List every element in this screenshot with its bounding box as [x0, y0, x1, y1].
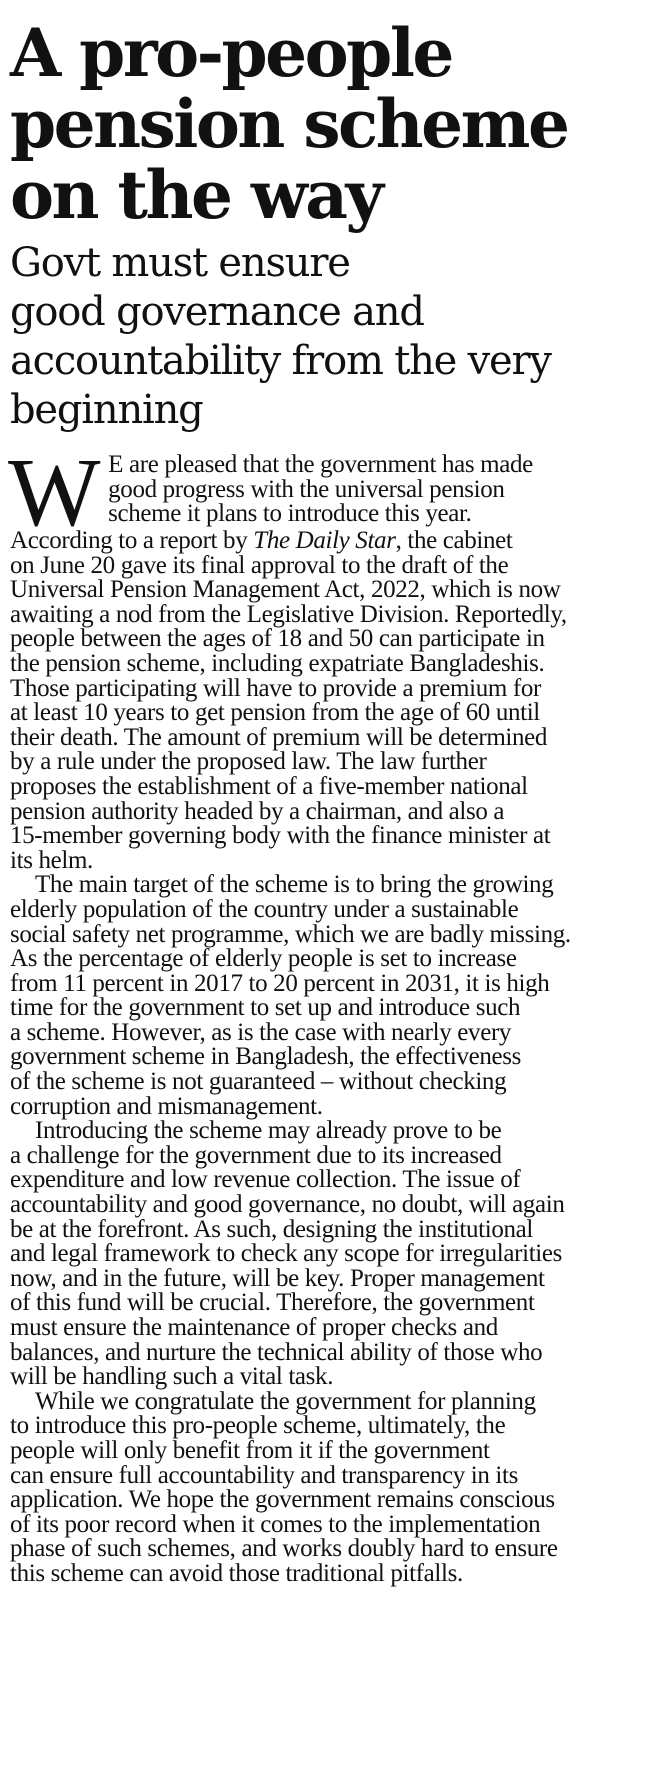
- body-line: Introducing the scheme may already prove to be: [35, 1117, 502, 1145]
- body-line: accountability and good governance, no doubt, will again: [10, 1191, 565, 1219]
- body-line: by a rule under the proposed law. The law further: [10, 748, 487, 776]
- body-line: scheme it plans to introduce this year.: [108, 500, 472, 528]
- body-line: good progress with the universal pension: [108, 475, 505, 503]
- headline-line: A pro-people: [10, 14, 452, 92]
- body-line: and legal framework to check any scope for irregularities: [10, 1240, 563, 1268]
- body-line: must ensure the maintenance of proper checks and: [10, 1314, 498, 1341]
- body-line: a scheme. However, as is the case with nearly every: [10, 1018, 512, 1046]
- body-line: social safety net programme, which we are badly missing.: [10, 920, 571, 948]
- body-line: While we congratulate the government for planning: [35, 1387, 536, 1415]
- body-text-run: According to a report by: [10, 527, 254, 554]
- body-line: As the percentage of elderly people is set to increase: [10, 945, 517, 973]
- article-body: [8, 439, 639, 1587]
- body-line: The main target of the scheme is to bring the growing: [35, 871, 554, 899]
- body-line: this scheme can avoid those traditional pitfalls.: [10, 1559, 463, 1587]
- body-line: [10, 529, 639, 554]
- body-line: phase of such schemes, and works doubly hard to ensure: [10, 1535, 558, 1563]
- body-line: to introduce this pro-people scheme, ultimately, the: [10, 1412, 506, 1440]
- body-line: from 11 percent in 2017 to 20 percent in 2031, it is high: [10, 969, 550, 997]
- body-line: government scheme in Bangladesh, the effectiveness: [10, 1043, 522, 1071]
- body-line: Those participating will have to provide a premium for: [10, 674, 541, 702]
- body-line: can ensure full accountability and transparency in its: [10, 1461, 518, 1489]
- body-line: people between the ages of 18 and 50 can participate in: [10, 625, 545, 653]
- body-line: time for the government to set up and introduce such: [10, 994, 521, 1022]
- body-line: pension authority headed by a chairman, and also a: [10, 797, 505, 825]
- subheadline-line: beginning: [10, 387, 203, 433]
- body-line: application. We hope the government remains conscious: [10, 1486, 555, 1514]
- body-line: be at the forefront. As such, designing the institutional: [10, 1215, 534, 1243]
- body-line: the pension scheme, including expatriate Bangladeshis.: [10, 649, 545, 677]
- body-line: will be handling such a vital task.: [10, 1363, 334, 1391]
- body-line: at least 10 years to get pension from the age of 60 until: [10, 699, 540, 727]
- subheadline-line: accountability from the very: [10, 338, 551, 384]
- body-line: of this fund will be crucial. Therefore, the government: [10, 1289, 535, 1317]
- body-line: proposes the establishment of a five-member national: [10, 772, 528, 800]
- body-line: of the scheme is not guaranteed – without checking: [10, 1068, 507, 1096]
- headline-line: on the way: [10, 156, 382, 234]
- body-line: awaiting a nod from the Legislative Division. Reportedly,: [10, 600, 567, 628]
- body-line: their death. The amount of premium will be determined: [10, 723, 548, 751]
- body-line: corruption and mismanagement.: [10, 1092, 323, 1120]
- subheadline-line: good governance and: [10, 289, 424, 335]
- headline: [10, 14, 639, 234]
- paragraph-4: [10, 1387, 639, 1587]
- body-line: its helm.: [10, 846, 93, 874]
- subheadline-line: Govt must ensure: [10, 240, 350, 286]
- paragraph-2: [10, 873, 639, 1119]
- headline-line: pension scheme: [10, 85, 568, 163]
- drop-cap: W: [8, 439, 101, 547]
- body-text-run: , the cabinet: [395, 527, 513, 554]
- body-line: people will only benefit from it if the government: [10, 1436, 490, 1464]
- body-line: on June 20 gave its final approval to the draft of the: [10, 551, 509, 579]
- subheadline: [10, 239, 639, 435]
- paragraph-3: [10, 1119, 639, 1390]
- body-line: elderly population of the country under a sustainable: [10, 895, 519, 923]
- publication-name: The Daily Star: [253, 527, 396, 554]
- body-line: now, and in the future, will be key. Proper management: [10, 1264, 545, 1292]
- paragraph-1: [8, 439, 639, 874]
- body-line: balances, and nurture the technical ability of those who: [10, 1338, 543, 1366]
- body-line: expenditure and low revenue collection. The issue of: [10, 1166, 521, 1194]
- body-line: a challenge for the government due to its increased: [10, 1141, 502, 1169]
- body-line: E are pleased that the government has made: [108, 451, 533, 478]
- body-line: of its poor record when it comes to the implementation: [10, 1510, 541, 1538]
- body-line: 15-member governing body with the finance minister at: [10, 822, 551, 850]
- body-line: Universal Pension Management Act, 2022, which is now: [10, 576, 561, 604]
